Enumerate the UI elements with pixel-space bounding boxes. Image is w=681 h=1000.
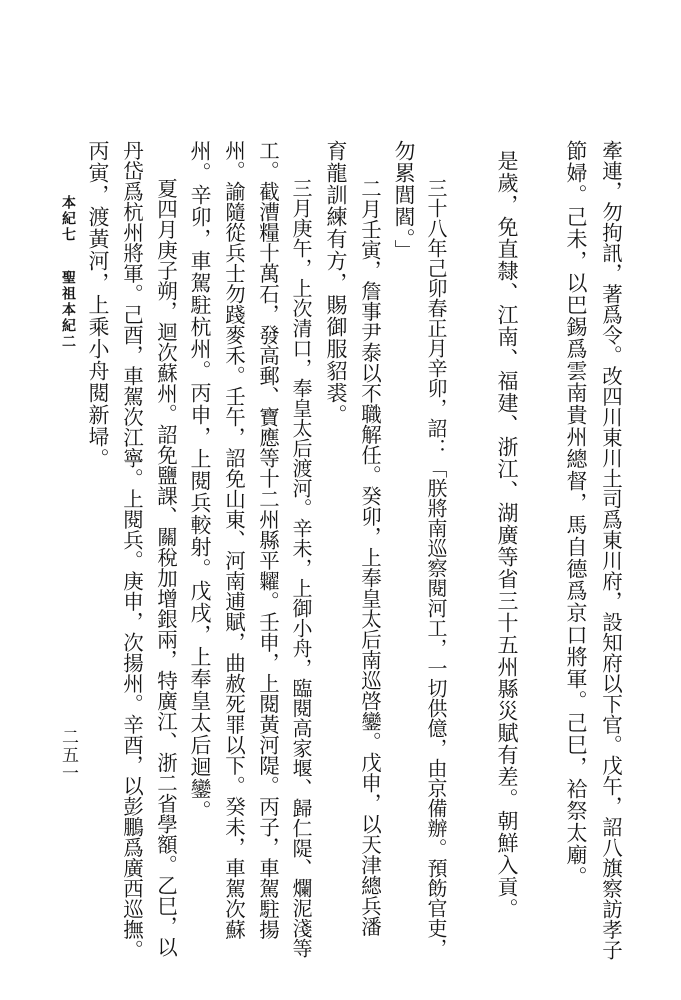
page-number: 二五一: [58, 728, 78, 782]
text-column-13: 丹岱爲杭州將軍。己酉，車駕次江寧。上閱兵。庚申，次揚州。辛酉，以彭鵬爲廣西巡撫。: [119, 140, 144, 960]
text-column-10: 州。諭隨從兵士勿踐麥禾。壬午，詔免山東、河南逋賦，曲赦死罪以下。癸未，車駕次蘇: [221, 140, 246, 940]
text-column-2: 節婦。己未，以巴錫爲雲南貴州總督，馬自德爲京口將軍。己巳，袷祭太廟。: [564, 140, 588, 888]
text-column-5: 勿累閭閻。」: [392, 140, 416, 262]
text-column-9: 工。截漕糧十萬石，發高郵、寶應等十二州縣平糶。壬申，上閱黃河隄。丙子，車駕駐揚: [255, 140, 280, 940]
text-column-11: 州。辛卯，車駕駐杭州。丙申，上閱兵較射。戊戌，上奉皇太后迴鑾。: [188, 140, 212, 822]
text-column-14: 丙寅，渡黃河，上乘小舟閱新埽。: [86, 140, 110, 470]
text-column-8: 三月庚午，上次清口，奉皇太后渡河。辛未，上御小舟，臨閱高家堰、歸仁隄、爛泥淺等: [289, 178, 313, 958]
text-column-6: 二月壬寅，詹事尹泰以不職解任。癸卯，上奉皇太后南巡啓鑾。戊申，以天津總兵潘: [357, 178, 382, 937]
text-column-12: 夏四月庚子朔，迴次蘇州。詔免鹽課、關稅加增銀兩，特廣江、浙二省學額。乙巳，以: [153, 178, 178, 957]
text-column-1: 牽連，勿拘訊，著爲令。改四川東川土司爲東川府，設知府以下官。戊午，詔八旗察訪孝子: [598, 140, 623, 960]
text-column-7: 育龍訓練有方，賜御服貂裘。: [324, 140, 348, 426]
text-column-3: 是歲，免直隸、江南、福建、浙江、湖廣等省三十五州縣災賦有差。朝鮮入貢。: [495, 150, 519, 920]
running-head-section: 聖祖本紀二: [60, 270, 76, 350]
running-head-chapter: 本紀七: [60, 195, 76, 243]
text-column-4: 三十八年己卯春正月辛卯，詔：「朕將南巡察閱河工，一切供億，由京備辦。預飭官吏，: [424, 178, 448, 958]
